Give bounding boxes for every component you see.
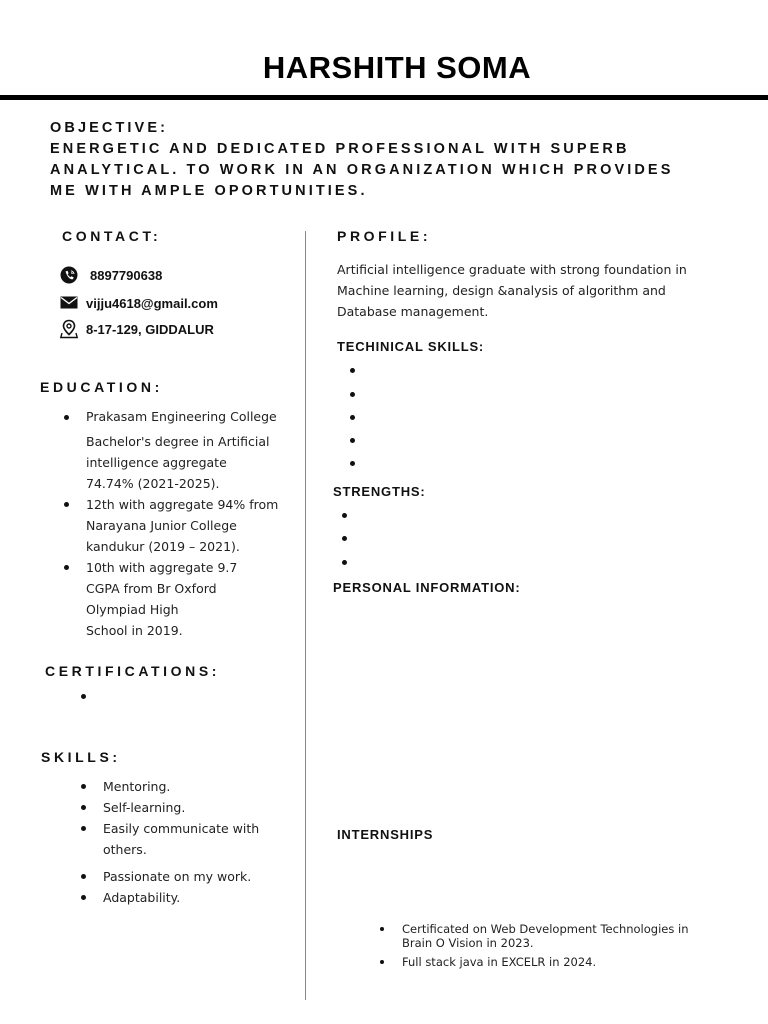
bullet	[64, 415, 69, 420]
education-item: 10th with aggregate 9.7 CGPA from Br Oxford Olympiad High School in 2019.	[86, 557, 301, 641]
certifications-heading: CERTIFICATIONS:	[45, 663, 221, 679]
technical-skills-empty-bullet	[350, 461, 355, 466]
skill-item: Passionate on my work.	[103, 866, 293, 887]
bullet	[64, 502, 69, 507]
skill-item: Adaptability.	[103, 887, 293, 908]
objective-line: ENERGETIC AND DEDICATED PROFESSIONAL WITH SUPERB	[50, 141, 630, 157]
phone-icon	[60, 265, 80, 285]
contact-phone-row	[60, 265, 162, 285]
contact-heading: CONTACT:	[62, 228, 162, 244]
skill-item: Easily communicate with others.	[103, 818, 293, 860]
personal-information-heading: PERSONAL INFORMATION:	[333, 580, 521, 595]
location-pin-icon	[60, 319, 80, 339]
profile-heading: PROFILE:	[337, 228, 432, 244]
bullet	[380, 927, 384, 931]
contact-email-row	[60, 293, 218, 313]
bullet	[64, 565, 69, 570]
technical-skills-empty-bullet	[350, 368, 355, 373]
skill-item: Self-learning.	[103, 797, 293, 818]
technical-skills-heading: TECHINICAL SKILLS:	[337, 339, 485, 354]
profile-text: Artificial intelligence graduate with strong foundation in Machine learning, design &analysis of algorithm and Database management.	[337, 262, 687, 319]
email-icon	[60, 293, 80, 313]
objective-line: ME WITH AMPLE OPORTUNITIES.	[50, 183, 368, 199]
education-heading: EDUCATION:	[40, 379, 163, 395]
internship-item: Certificated on Web Development Technologies in Brain O Vision in 2023.	[402, 922, 732, 950]
internships-list	[402, 922, 732, 969]
strengths-empty-bullet	[342, 513, 347, 518]
certifications-empty-bullet	[81, 694, 86, 699]
technical-skills-empty-bullet	[350, 415, 355, 420]
strengths-heading: STRENGTHS:	[333, 484, 426, 499]
strengths-empty-bullet	[342, 560, 347, 565]
objective-block	[50, 118, 750, 202]
education-item: 12th with aggregate 94% from Narayana Junior College kandukur (2019 – 2021).	[86, 494, 301, 557]
contact-address: 8-17-129, GIDDALUR	[86, 321, 214, 337]
header-rule	[0, 95, 768, 100]
technical-skills-empty-bullet	[350, 392, 355, 397]
contact-phone: 8897790638	[90, 267, 163, 283]
education-item: Prakasam Engineering College Bachelor's degree in Artificial intelligence aggregate 74.74% (2021-2025).	[86, 406, 301, 494]
strengths-empty-bullet	[342, 536, 347, 541]
skills-list	[103, 776, 293, 908]
internships-heading: INTERNSHIPS	[337, 827, 434, 842]
skill-item: Mentoring.	[103, 776, 293, 797]
internship-item: Full stack java in EXCELR in 2024.	[402, 955, 732, 969]
education-list	[86, 406, 301, 641]
objective-line: ANALYTICAL. TO WORK IN AN ORGANIZATION WHICH PROVIDES	[50, 162, 674, 178]
bullet	[81, 895, 86, 900]
bullet	[81, 874, 86, 879]
skills-heading: SKILLS:	[41, 749, 121, 765]
bullet	[81, 826, 86, 831]
technical-skills-empty-bullet	[350, 438, 355, 443]
contact-email: vijju4618@gmail.com	[86, 295, 218, 311]
bullet	[81, 784, 86, 789]
column-divider	[305, 231, 306, 1000]
contact-address-row	[60, 319, 214, 339]
bullet	[380, 960, 384, 964]
bullet	[81, 805, 86, 810]
candidate-name: HARSHITH SOMA	[262, 50, 532, 85]
objective-heading: OBJECTIVE:	[50, 120, 169, 136]
